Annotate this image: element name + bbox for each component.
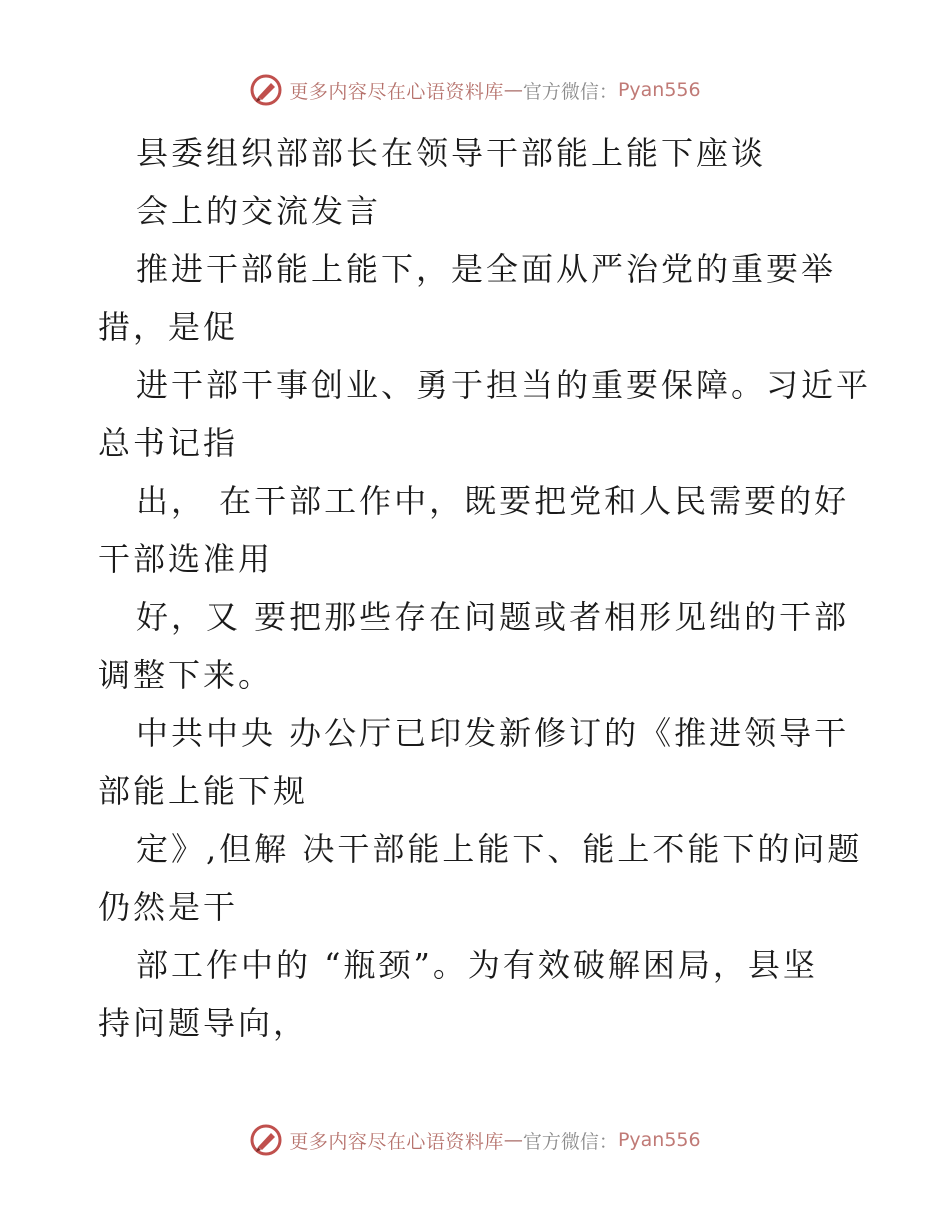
watermark-main-text: 更多内容尽在心语资料库 [289,80,504,103]
paragraph-line: 部能上能下规 [98,772,309,810]
paragraph-line: 措，是促 [98,308,239,346]
paragraph-line: 部工作中的 “瓶颈”。为有效破解困局，县坚 [136,946,818,984]
watermark-dash: — [503,1129,523,1151]
watermark-wechat-id: Pyan556 [617,1129,701,1151]
paragraph-line: 调整下来。 [98,656,274,694]
pen-logo-icon [249,73,283,107]
footer-watermark [0,1120,950,1160]
paragraph-line: 推进干部能上能下，是全面从严治党的重要举 [136,250,837,288]
paragraph-line: 定》,但解 决干部能上能下、能上不能下的问题 [136,830,863,868]
paragraph-line: 仍然是干 [98,888,239,926]
paragraph-line: 进干部干事创业、勇于担当的重要保障。习近平 [136,366,872,404]
paragraph-line: 总书记指 [98,424,239,462]
paragraph-line: 中共中央 办公厅已印发新修订的《推进领导干 [136,714,850,752]
watermark-dash: — [503,79,523,101]
title-line-1: 县委组织部部长在领导干部能上能下座谈 [136,134,767,172]
watermark-main-text: 更多内容尽在心语资料库 [289,1130,504,1153]
paragraph-line: 干部选准用 [98,540,274,578]
paragraph-line: 出， 在干部工作中，既要把党和人民需要的好 [136,482,850,520]
pen-logo-icon [249,1123,283,1157]
watermark-wechat-id: Pyan556 [617,79,701,101]
watermark-sub-text: 官方微信： [522,1130,618,1153]
watermark-sub-text: 官方微信： [522,80,618,103]
header-watermark [0,70,950,110]
document-body [98,124,872,1052]
title-line-2: 会上的交流发言 [136,192,382,230]
paragraph-line: 持问题导向， [98,1004,309,1042]
paragraph-line: 好，又 要把那些存在问题或者相形见绌的干部 [136,598,850,636]
